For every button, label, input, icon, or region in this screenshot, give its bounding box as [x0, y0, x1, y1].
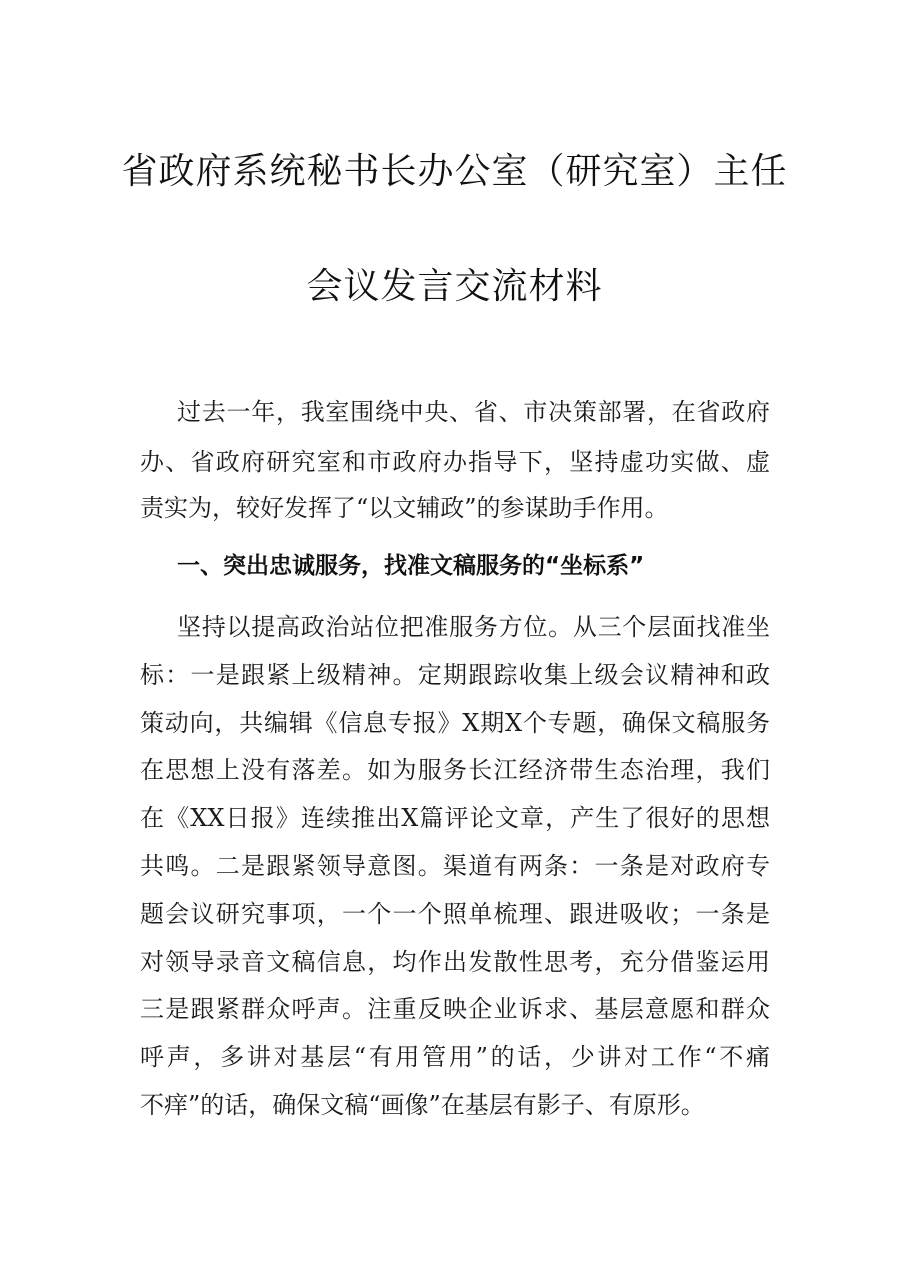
paragraph-2-line-1: 坚持以提高政治站位把准服务方位。从三个层面找准坐	[177, 613, 770, 641]
paragraph-2-line-6: 共鸣。二是跟紧领导意图。渠道有两条：一条是对政府专	[140, 852, 770, 880]
paragraph-2-line-5: 在《XX日报》连续推出X篇评论文章，产生了很好的思想	[140, 804, 770, 832]
paragraph-2-line-11: 不痒”的话，确保文稿“画像”在基层有影子、有原形。	[140, 1091, 705, 1119]
paragraph-1-line-1: 过去一年，我室围绕中央、省、市决策部署，在省政府	[177, 398, 770, 426]
document-title-line-2: 会议发言交流材料	[306, 266, 603, 307]
paragraph-2-line-10: 呼声，多讲对基层“有用管用”的话，少讲对工作“不痛	[140, 1043, 770, 1071]
paragraph-2-line-9: 三是跟紧群众呼声。注重反映企业诉求、基层意愿和群众	[140, 995, 770, 1023]
document-title-line-1: 省政府系统秘书长办公室（研究室）主任	[121, 151, 788, 192]
paragraph-2-line-4: 在思想上没有落差。如为服务长江经济带生态治理，我们	[140, 756, 770, 784]
paragraph-2-line-3: 策动向，共编辑《信息专报》X期X个专题，确保文稿服务	[140, 709, 770, 737]
section-1-heading: 一、突出忠诚服务，找准文稿服务的“坐标系”	[177, 553, 645, 579]
paragraph-2-line-7: 题会议研究事项，一个一个照单梳理、跟进吸收；一条是	[140, 900, 770, 928]
paragraph-2-line-2: 标：一是跟紧上级精神。定期跟踪收集上级会议精神和政	[140, 661, 770, 689]
paragraph-1-line-2: 办、省政府研究室和市政府办指导下，坚持虚功实做、虚	[140, 448, 770, 476]
paragraph-1-line-3: 责实为，较好发挥了“以文辅政”的参谋助手作用。	[140, 494, 669, 522]
paragraph-2-line-8: 对领导录音文稿信息，均作出发散性思考，充分借鉴运用	[140, 948, 770, 976]
